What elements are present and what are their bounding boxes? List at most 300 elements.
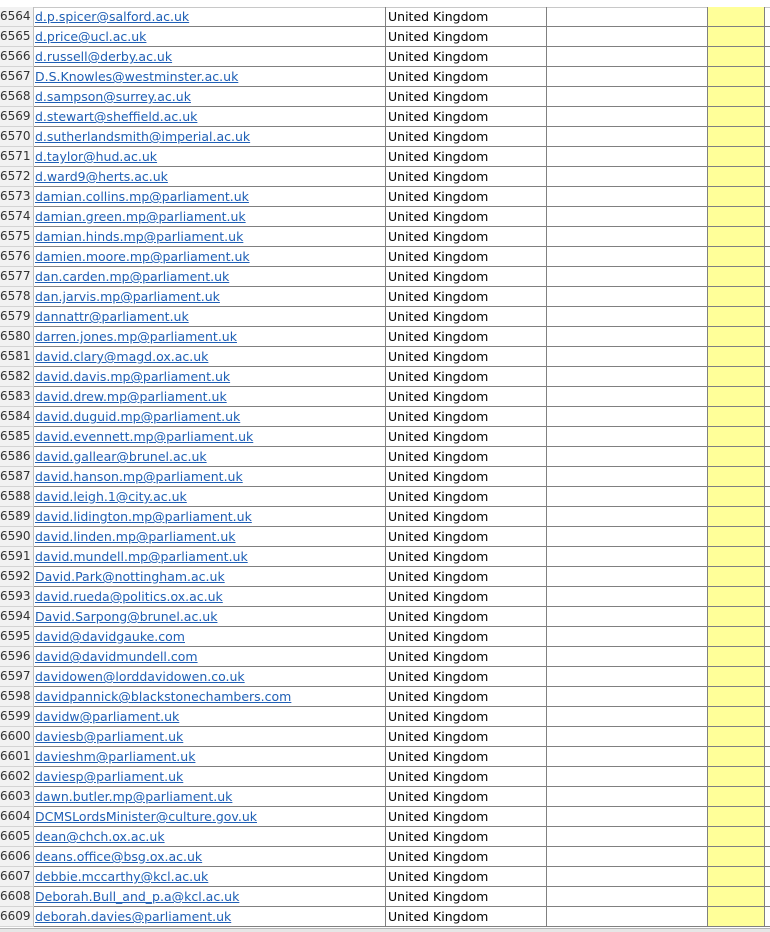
empty-cell[interactable] xyxy=(765,767,770,787)
highlighted-cell[interactable] xyxy=(708,767,765,787)
email-link-cell[interactable]: david@davidmundell.com xyxy=(34,647,386,667)
email-link-cell[interactable]: d.p.spicer@salford.ac.uk xyxy=(34,7,386,27)
table-row xyxy=(0,607,770,627)
email-link-cell[interactable]: david.linden.mp@parliament.uk xyxy=(34,527,386,547)
country-cell[interactable]: United Kingdom xyxy=(386,387,547,407)
row-number-header[interactable]: 6605 xyxy=(0,827,34,847)
email-link-cell[interactable]: davieshm@parliament.uk xyxy=(34,747,386,767)
empty-cell[interactable] xyxy=(547,307,708,327)
row-number-header[interactable]: 6586 xyxy=(0,447,34,467)
empty-cell[interactable] xyxy=(547,7,708,27)
highlighted-cell[interactable] xyxy=(708,27,765,47)
email-link-cell[interactable]: damian.green.mp@parliament.uk xyxy=(34,207,386,227)
email-link-cell[interactable]: d.taylor@hud.ac.uk xyxy=(34,147,386,167)
country-cell[interactable]: United Kingdom xyxy=(386,47,547,67)
highlighted-cell[interactable] xyxy=(708,627,765,647)
empty-cell[interactable] xyxy=(765,887,770,907)
email-link-cell[interactable]: david.duguid.mp@parliament.uk xyxy=(34,407,386,427)
highlighted-cell[interactable] xyxy=(708,167,765,187)
country-cell[interactable]: United Kingdom xyxy=(386,107,547,127)
country-cell[interactable]: United Kingdom xyxy=(386,287,547,307)
table-row xyxy=(0,47,770,67)
row-number-header[interactable]: 6564 xyxy=(0,7,34,27)
country-cell[interactable]: United Kingdom xyxy=(386,527,547,547)
row-number-header[interactable]: 6592 xyxy=(0,567,34,587)
highlighted-cell[interactable] xyxy=(708,387,765,407)
country-cell[interactable]: United Kingdom xyxy=(386,587,547,607)
highlighted-cell[interactable] xyxy=(708,67,765,87)
table-row xyxy=(0,507,770,527)
highlighted-cell[interactable] xyxy=(708,587,765,607)
empty-cell[interactable] xyxy=(547,887,708,907)
empty-cell[interactable] xyxy=(765,467,770,487)
highlighted-cell[interactable] xyxy=(708,867,765,887)
highlighted-cell[interactable] xyxy=(708,307,765,327)
table-row xyxy=(0,627,770,647)
country-cell[interactable]: United Kingdom xyxy=(386,407,547,427)
empty-cell[interactable] xyxy=(547,287,708,307)
country-cell[interactable]: United Kingdom xyxy=(386,267,547,287)
country-cell[interactable]: United Kingdom xyxy=(386,507,547,527)
empty-cell[interactable] xyxy=(765,707,770,727)
empty-cell[interactable] xyxy=(765,507,770,527)
country-cell[interactable]: United Kingdom xyxy=(386,227,547,247)
table-row xyxy=(0,107,770,127)
empty-cell[interactable] xyxy=(765,547,770,567)
country-cell[interactable]: United Kingdom xyxy=(386,87,547,107)
empty-cell[interactable] xyxy=(765,807,770,827)
empty-cell[interactable] xyxy=(547,587,708,607)
empty-cell[interactable] xyxy=(765,447,770,467)
empty-cell[interactable] xyxy=(547,107,708,127)
table-row xyxy=(0,407,770,427)
empty-cell[interactable] xyxy=(547,687,708,707)
table-row xyxy=(0,387,770,407)
empty-cell[interactable] xyxy=(765,367,770,387)
row-number-header[interactable]: 6579 xyxy=(0,307,34,327)
email-link-cell[interactable]: dan.carden.mp@parliament.uk xyxy=(34,267,386,287)
empty-cell[interactable] xyxy=(765,187,770,207)
highlighted-cell[interactable] xyxy=(708,107,765,127)
empty-cell[interactable] xyxy=(547,867,708,887)
row-number-header[interactable]: 6577 xyxy=(0,267,34,287)
empty-cell[interactable] xyxy=(765,827,770,847)
highlighted-cell[interactable] xyxy=(708,227,765,247)
empty-cell[interactable] xyxy=(547,327,708,347)
highlighted-cell[interactable] xyxy=(708,187,765,207)
email-link-cell[interactable]: david.evennett.mp@parliament.uk xyxy=(34,427,386,447)
table-row xyxy=(0,907,770,927)
highlighted-cell[interactable] xyxy=(708,247,765,267)
email-link-cell[interactable]: d.sampson@surrey.ac.uk xyxy=(34,87,386,107)
row-number-header[interactable]: 6591 xyxy=(0,547,34,567)
country-cell[interactable]: United Kingdom xyxy=(386,867,547,887)
empty-cell[interactable] xyxy=(765,27,770,47)
empty-cell[interactable] xyxy=(547,347,708,367)
country-cell[interactable]: United Kingdom xyxy=(386,807,547,827)
empty-cell[interactable] xyxy=(765,527,770,547)
country-cell[interactable]: United Kingdom xyxy=(386,7,547,27)
empty-cell[interactable] xyxy=(547,167,708,187)
row-number-header[interactable]: 6608 xyxy=(0,887,34,907)
row-number-header[interactable]: 6603 xyxy=(0,787,34,807)
highlighted-cell[interactable] xyxy=(708,687,765,707)
empty-cell[interactable] xyxy=(765,247,770,267)
country-cell[interactable]: United Kingdom xyxy=(386,67,547,87)
empty-cell[interactable] xyxy=(765,847,770,867)
highlighted-cell[interactable] xyxy=(708,887,765,907)
highlighted-cell[interactable] xyxy=(708,127,765,147)
highlighted-cell[interactable] xyxy=(708,447,765,467)
empty-cell[interactable] xyxy=(547,647,708,667)
country-cell[interactable]: United Kingdom xyxy=(386,707,547,727)
highlighted-cell[interactable] xyxy=(708,707,765,727)
country-cell[interactable]: United Kingdom xyxy=(386,827,547,847)
country-cell[interactable]: United Kingdom xyxy=(386,547,547,567)
email-link-cell[interactable]: darren.jones.mp@parliament.uk xyxy=(34,327,386,347)
highlighted-cell[interactable] xyxy=(708,607,765,627)
highlighted-cell[interactable] xyxy=(708,427,765,447)
email-link-cell[interactable]: d.ward9@herts.ac.uk xyxy=(34,167,386,187)
email-link-cell[interactable]: daviesb@parliament.uk xyxy=(34,727,386,747)
row-number-header[interactable]: 6601 xyxy=(0,747,34,767)
empty-cell[interactable] xyxy=(547,707,708,727)
country-cell[interactable]: United Kingdom xyxy=(386,487,547,507)
table-row xyxy=(0,487,770,507)
empty-cell[interactable] xyxy=(547,507,708,527)
country-cell[interactable]: United Kingdom xyxy=(386,447,547,467)
row-number-header[interactable]: 6570 xyxy=(0,127,34,147)
row-number-header[interactable]: 6609 xyxy=(0,907,34,927)
empty-cell[interactable] xyxy=(547,547,708,567)
email-link-cell[interactable]: David.Park@nottingham.ac.uk xyxy=(34,567,386,587)
empty-cell[interactable] xyxy=(765,727,770,747)
email-link-cell[interactable]: david.gallear@brunel.ac.uk xyxy=(34,447,386,467)
highlighted-cell[interactable] xyxy=(708,827,765,847)
email-link-cell[interactable]: deans.office@bsg.ox.ac.uk xyxy=(34,847,386,867)
email-link-cell[interactable]: david.lidington.mp@parliament.uk xyxy=(34,507,386,527)
empty-cell[interactable] xyxy=(765,567,770,587)
highlighted-cell[interactable] xyxy=(708,907,765,927)
email-link-cell[interactable]: d.stewart@sheffield.ac.uk xyxy=(34,107,386,127)
country-cell[interactable]: United Kingdom xyxy=(386,147,547,167)
table-row xyxy=(0,127,770,147)
empty-cell[interactable] xyxy=(765,647,770,667)
empty-cell[interactable] xyxy=(547,267,708,287)
country-cell[interactable]: United Kingdom xyxy=(386,747,547,767)
email-link-cell[interactable]: daviesp@parliament.uk xyxy=(34,767,386,787)
empty-cell[interactable] xyxy=(765,687,770,707)
country-cell[interactable]: United Kingdom xyxy=(386,187,547,207)
row-number-header[interactable]: 6590 xyxy=(0,527,34,547)
country-cell[interactable]: United Kingdom xyxy=(386,27,547,47)
table-row xyxy=(0,307,770,327)
empty-cell[interactable] xyxy=(765,147,770,167)
highlighted-cell[interactable] xyxy=(708,527,765,547)
empty-cell[interactable] xyxy=(547,367,708,387)
country-cell[interactable]: United Kingdom xyxy=(386,347,547,367)
empty-cell[interactable] xyxy=(765,267,770,287)
empty-cell[interactable] xyxy=(547,627,708,647)
country-cell[interactable]: United Kingdom xyxy=(386,887,547,907)
empty-cell[interactable] xyxy=(547,447,708,467)
email-link-cell[interactable]: david@davidgauke.com xyxy=(34,627,386,647)
empty-cell[interactable] xyxy=(547,607,708,627)
email-link-cell[interactable]: david.hanson.mp@parliament.uk xyxy=(34,467,386,487)
highlighted-cell[interactable] xyxy=(708,567,765,587)
highlighted-cell[interactable] xyxy=(708,507,765,527)
empty-cell[interactable] xyxy=(547,27,708,47)
email-link-cell[interactable]: deborah.davies@parliament.uk xyxy=(34,907,386,927)
country-cell[interactable]: United Kingdom xyxy=(386,767,547,787)
empty-cell[interactable] xyxy=(765,7,770,27)
empty-cell[interactable] xyxy=(765,127,770,147)
email-link-cell[interactable]: dean@chch.ox.ac.uk xyxy=(34,827,386,847)
empty-cell[interactable] xyxy=(547,407,708,427)
table-row xyxy=(0,247,770,267)
empty-cell[interactable] xyxy=(765,47,770,67)
empty-cell[interactable] xyxy=(547,847,708,867)
country-cell[interactable]: United Kingdom xyxy=(386,667,547,687)
row-number-header[interactable]: 6583 xyxy=(0,387,34,407)
highlighted-cell[interactable] xyxy=(708,7,765,27)
highlighted-cell[interactable] xyxy=(708,47,765,67)
row-number-header[interactable]: 6572 xyxy=(0,167,34,187)
highlighted-cell[interactable] xyxy=(708,547,765,567)
row-number-header[interactable]: 6566 xyxy=(0,47,34,67)
highlighted-cell[interactable] xyxy=(708,747,765,767)
table-row xyxy=(0,27,770,47)
email-link-cell[interactable]: dawn.butler.mp@parliament.uk xyxy=(34,787,386,807)
empty-cell[interactable] xyxy=(765,167,770,187)
table-row xyxy=(0,447,770,467)
email-link-cell[interactable]: dannattr@parliament.uk xyxy=(34,307,386,327)
email-link-cell[interactable]: damian.hinds.mp@parliament.uk xyxy=(34,227,386,247)
empty-cell[interactable] xyxy=(547,567,708,587)
email-link-cell[interactable]: david.rueda@politics.ox.ac.uk xyxy=(34,587,386,607)
empty-cell[interactable] xyxy=(547,727,708,747)
row-number-header[interactable]: 6576 xyxy=(0,247,34,267)
row-number-header[interactable]: 6575 xyxy=(0,227,34,247)
email-link-cell[interactable]: David.Sarpong@brunel.ac.uk xyxy=(34,607,386,627)
row-number-header[interactable]: 6568 xyxy=(0,87,34,107)
row-number-header[interactable]: 6595 xyxy=(0,627,34,647)
empty-cell[interactable] xyxy=(765,387,770,407)
empty-cell[interactable] xyxy=(765,667,770,687)
row-number-header[interactable]: 6580 xyxy=(0,327,34,347)
country-cell[interactable]: United Kingdom xyxy=(386,127,547,147)
country-cell[interactable]: United Kingdom xyxy=(386,167,547,187)
country-cell[interactable]: United Kingdom xyxy=(386,687,547,707)
empty-cell[interactable] xyxy=(547,247,708,267)
highlighted-cell[interactable] xyxy=(708,487,765,507)
empty-cell[interactable] xyxy=(547,907,708,927)
highlighted-cell[interactable] xyxy=(708,207,765,227)
country-cell[interactable]: United Kingdom xyxy=(386,327,547,347)
country-cell[interactable]: United Kingdom xyxy=(386,467,547,487)
empty-cell[interactable] xyxy=(765,587,770,607)
highlighted-cell[interactable] xyxy=(708,727,765,747)
empty-cell[interactable] xyxy=(547,427,708,447)
empty-cell[interactable] xyxy=(765,87,770,107)
country-cell[interactable]: United Kingdom xyxy=(386,727,547,747)
row-number-header[interactable]: 6600 xyxy=(0,727,34,747)
empty-cell[interactable] xyxy=(765,427,770,447)
empty-cell[interactable] xyxy=(765,627,770,647)
empty-cell[interactable] xyxy=(765,347,770,367)
empty-cell[interactable] xyxy=(547,747,708,767)
empty-cell[interactable] xyxy=(765,307,770,327)
country-cell[interactable]: United Kingdom xyxy=(386,427,547,447)
empty-cell[interactable] xyxy=(765,407,770,427)
highlighted-cell[interactable] xyxy=(708,667,765,687)
email-link-cell[interactable]: david.mundell.mp@parliament.uk xyxy=(34,547,386,567)
row-number-header[interactable]: 6594 xyxy=(0,607,34,627)
empty-cell[interactable] xyxy=(765,907,770,927)
empty-cell[interactable] xyxy=(547,67,708,87)
highlighted-cell[interactable] xyxy=(708,287,765,307)
row-number-header[interactable]: 6569 xyxy=(0,107,34,127)
email-link-cell[interactable]: david.davis.mp@parliament.uk xyxy=(34,367,386,387)
email-link-cell[interactable]: D.S.Knowles@westminster.ac.uk xyxy=(34,67,386,87)
empty-cell[interactable] xyxy=(765,487,770,507)
country-cell[interactable]: United Kingdom xyxy=(386,847,547,867)
country-cell[interactable]: United Kingdom xyxy=(386,247,547,267)
table-row xyxy=(0,847,770,867)
empty-cell[interactable] xyxy=(547,47,708,67)
country-cell[interactable]: United Kingdom xyxy=(386,787,547,807)
row-number-header[interactable]: 6602 xyxy=(0,767,34,787)
row-number-header[interactable]: 6565 xyxy=(0,27,34,47)
row-number-header[interactable]: 6585 xyxy=(0,427,34,447)
empty-cell[interactable] xyxy=(547,147,708,167)
row-number-header[interactable]: 6596 xyxy=(0,647,34,667)
empty-cell[interactable] xyxy=(547,487,708,507)
table-row xyxy=(0,707,770,727)
email-link-cell[interactable]: davidpannick@blackstonechambers.com xyxy=(34,687,386,707)
table-row xyxy=(0,807,770,827)
email-link-cell[interactable]: david.clary@magd.ox.ac.uk xyxy=(34,347,386,367)
empty-cell[interactable] xyxy=(547,127,708,147)
row-number-header[interactable]: 6606 xyxy=(0,847,34,867)
empty-cell[interactable] xyxy=(547,827,708,847)
row-number-header[interactable]: 6567 xyxy=(0,67,34,87)
email-link-cell[interactable]: d.sutherlandsmith@imperial.ac.uk xyxy=(34,127,386,147)
highlighted-cell[interactable] xyxy=(708,347,765,367)
highlighted-cell[interactable] xyxy=(708,147,765,167)
highlighted-cell[interactable] xyxy=(708,87,765,107)
empty-cell[interactable] xyxy=(547,187,708,207)
row-number-header[interactable]: 6574 xyxy=(0,207,34,227)
email-link-cell[interactable]: debbie.mccarthy@kcl.ac.uk xyxy=(34,867,386,887)
row-number-header[interactable]: 6599 xyxy=(0,707,34,727)
highlighted-cell[interactable] xyxy=(708,367,765,387)
empty-cell[interactable] xyxy=(547,207,708,227)
row-number-header[interactable]: 6581 xyxy=(0,347,34,367)
country-cell[interactable]: United Kingdom xyxy=(386,907,547,927)
empty-cell[interactable] xyxy=(765,207,770,227)
country-cell[interactable]: United Kingdom xyxy=(386,627,547,647)
email-link-cell[interactable]: d.price@ucl.ac.uk xyxy=(34,27,386,47)
row-number-header[interactable]: 6578 xyxy=(0,287,34,307)
highlighted-cell[interactable] xyxy=(708,407,765,427)
country-cell[interactable]: United Kingdom xyxy=(386,647,547,667)
table-row xyxy=(0,687,770,707)
country-cell[interactable]: United Kingdom xyxy=(386,567,547,587)
empty-cell[interactable] xyxy=(765,67,770,87)
empty-cell[interactable] xyxy=(765,867,770,887)
country-cell[interactable]: United Kingdom xyxy=(386,307,547,327)
email-link-cell[interactable]: davidw@parliament.uk xyxy=(34,707,386,727)
empty-cell[interactable] xyxy=(765,327,770,347)
empty-cell[interactable] xyxy=(547,87,708,107)
row-number-header[interactable]: 6584 xyxy=(0,407,34,427)
empty-cell[interactable] xyxy=(765,747,770,767)
email-link-cell[interactable]: david.drew.mp@parliament.uk xyxy=(34,387,386,407)
highlighted-cell[interactable] xyxy=(708,647,765,667)
row-number-header[interactable]: 6571 xyxy=(0,147,34,167)
table-row xyxy=(0,567,770,587)
empty-cell[interactable] xyxy=(547,467,708,487)
row-number-header[interactable]: 6588 xyxy=(0,487,34,507)
highlighted-cell[interactable] xyxy=(708,807,765,827)
email-link-cell[interactable]: david.leigh.1@city.ac.uk xyxy=(34,487,386,507)
highlighted-cell[interactable] xyxy=(708,267,765,287)
empty-cell[interactable] xyxy=(547,807,708,827)
row-number-header[interactable]: 6573 xyxy=(0,187,34,207)
empty-cell[interactable] xyxy=(547,227,708,247)
empty-cell[interactable] xyxy=(547,767,708,787)
table-row xyxy=(0,327,770,347)
email-link-cell[interactable]: damien.moore.mp@parliament.uk xyxy=(34,247,386,267)
row-number-header[interactable]: 6593 xyxy=(0,587,34,607)
highlighted-cell[interactable] xyxy=(708,787,765,807)
country-cell[interactable]: United Kingdom xyxy=(386,207,547,227)
row-number-header[interactable]: 6587 xyxy=(0,467,34,487)
table-row xyxy=(0,207,770,227)
email-link-cell[interactable]: DCMSLordsMinister@culture.gov.uk xyxy=(34,807,386,827)
empty-cell[interactable] xyxy=(765,607,770,627)
empty-cell[interactable] xyxy=(765,107,770,127)
empty-cell[interactable] xyxy=(765,287,770,307)
empty-cell[interactable] xyxy=(765,787,770,807)
email-link-cell[interactable]: davidowen@lorddavidowen.co.uk xyxy=(34,667,386,687)
table-row xyxy=(0,7,770,27)
country-cell[interactable]: United Kingdom xyxy=(386,607,547,627)
empty-cell[interactable] xyxy=(765,227,770,247)
country-cell[interactable]: United Kingdom xyxy=(386,367,547,387)
empty-cell[interactable] xyxy=(547,667,708,687)
row-number-header[interactable]: 6582 xyxy=(0,367,34,387)
email-link-cell[interactable]: damian.collins.mp@parliament.uk xyxy=(34,187,386,207)
row-number-header[interactable]: 6597 xyxy=(0,667,34,687)
row-number-header[interactable]: 6604 xyxy=(0,807,34,827)
highlighted-cell[interactable] xyxy=(708,847,765,867)
highlighted-cell[interactable] xyxy=(708,467,765,487)
row-number-header[interactable]: 6589 xyxy=(0,507,34,527)
highlighted-cell[interactable] xyxy=(708,327,765,347)
email-link-cell[interactable]: dan.jarvis.mp@parliament.uk xyxy=(34,287,386,307)
row-number-header[interactable]: 6607 xyxy=(0,867,34,887)
row-number-header[interactable]: 6598 xyxy=(0,687,34,707)
empty-cell[interactable] xyxy=(547,387,708,407)
table-row xyxy=(0,587,770,607)
empty-cell[interactable] xyxy=(547,527,708,547)
empty-cell[interactable] xyxy=(547,787,708,807)
email-link-cell[interactable]: d.russell@derby.ac.uk xyxy=(34,47,386,67)
horizontal-scrollbar[interactable] xyxy=(0,928,770,932)
email-link-cell[interactable]: Deborah.Bull_and_p.a@kcl.ac.uk xyxy=(34,887,386,907)
